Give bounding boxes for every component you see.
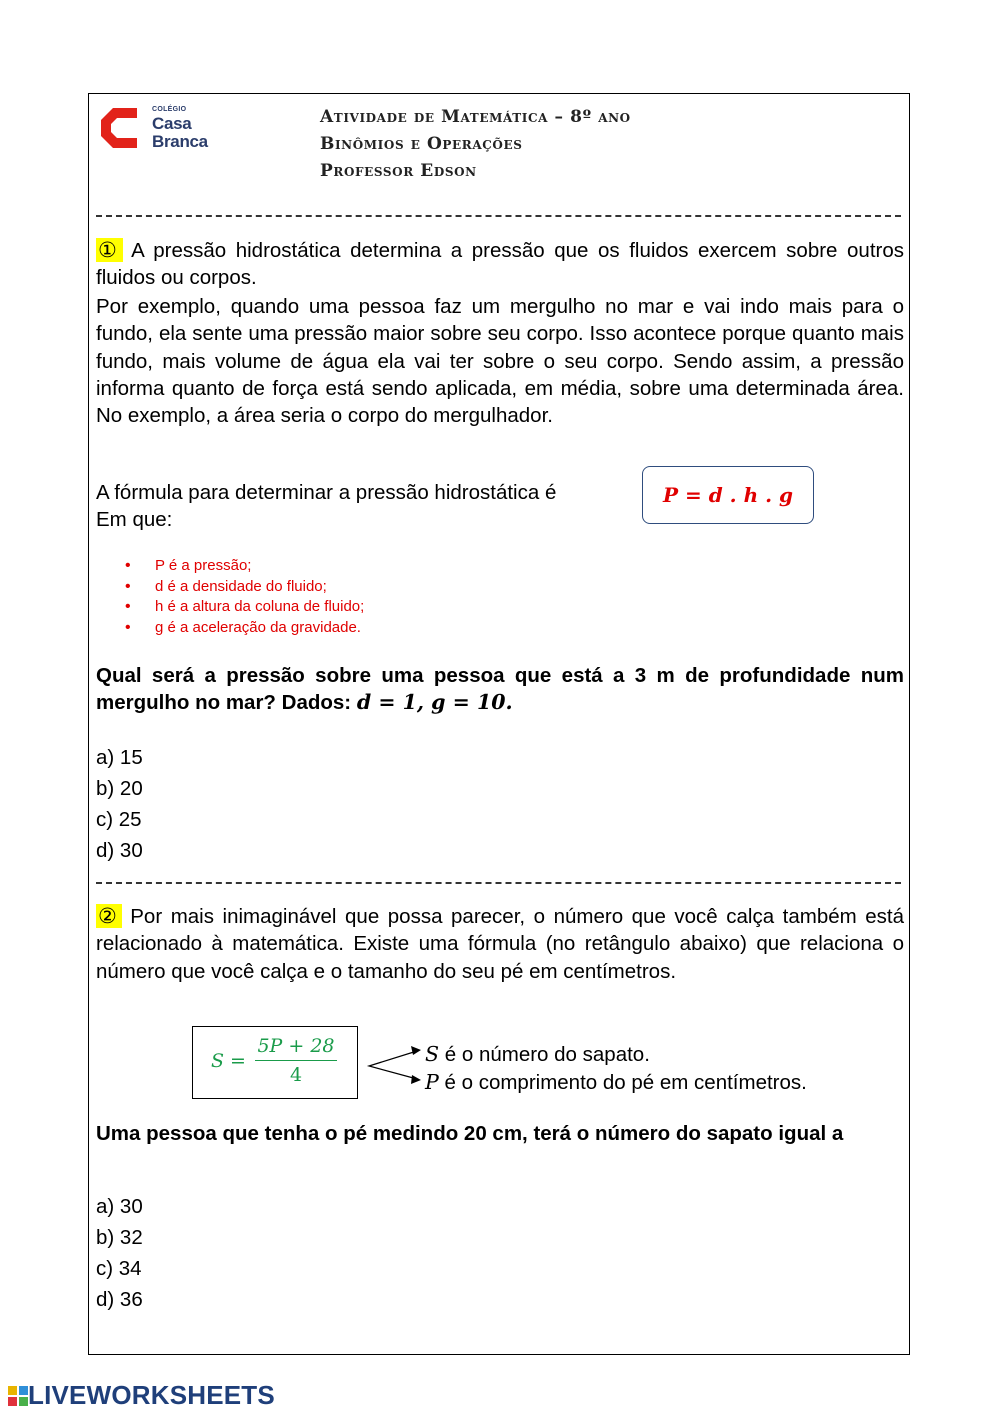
shoe-formula-lhs: S = [211,1050,246,1072]
q2-intro [96,903,904,985]
logo-word-branca: Branca [152,132,208,151]
q1-body-text: Por exemplo, quando uma pessoa faz um mergulho no mar e vai indo mais para o fundo, ela sente uma pressão maior sobre seu corpo. Isso acontece porque quanto mais fundo, mais volume de água ela vai ter sobre o seu corpo. Sendo assim, a pressão informa quanto de força está sendo aplicada, em média, sobre uma determinada área. No exemplo, a área seria o corpo do mergulhador. [96,295,904,428]
q2-intro-text: Por mais inimaginável que possa parecer, o número que você calça também está relacionado à matemática. Existe uma fórmula (no retângulo abaixo) que relaciona o número que você calça e o tamanho do seu pé em centímetros. [96,905,905,983]
section-divider [96,215,901,217]
q1-option-d: d) 30 [96,839,143,862]
pressure-formula-box: P = d . h . g [642,466,814,524]
shoe-formula-box [192,1026,358,1099]
q1-em-que: Em que: [96,508,173,531]
q1-option-a: a) 15 [96,746,143,769]
definition-item: • h é a altura da coluna de fluido; [125,597,364,618]
s-definition-text: é o número do sapato. [444,1043,650,1066]
q1-definitions-list [125,556,364,638]
q1-formula-intro: A fórmula para determinar a pressão hidrostática é [96,481,557,504]
fraction-bar [255,1060,337,1061]
s-definition [425,1040,650,1069]
worksheet-page [88,93,910,1355]
definition-item: • d é a densidade do fluido; [125,577,364,598]
p-variable: P [425,1070,439,1094]
header-teacher: Professor Edson [320,161,477,181]
q1-intro-text: A pressão hidrostática determina a pressão que os fluidos exercem sobre outros fluidos ou corpos. [96,239,904,290]
definition-item: • g é a aceleração da gravidade. [125,618,364,639]
q1-number-badge: ① [98,238,121,262]
q2-option-c: c) 34 [96,1257,142,1280]
q1-question-text: Qual será a pressão sobre uma pessoa que está a 3 m de profundidade num mergulho no mar? Dados: [96,664,904,715]
liveworksheets-brand: LIVEWORKSHEETS [28,1380,275,1410]
school-logo [97,100,227,156]
shoe-formula-numerator: 5P + 28 [257,1035,335,1057]
logo-small-text: COLÉGIO [152,106,187,113]
q1-option-b: b) 20 [96,777,143,800]
s-variable: S [425,1042,440,1066]
q1-question-data: d = 1, g = 10. [356,690,513,715]
logo-c-icon [97,102,145,154]
section-divider [96,882,901,884]
q1-option-c: c) 25 [96,808,142,831]
q2-number-badge: ② [98,904,120,928]
q1-intro [96,237,904,292]
logo-word-casa: Casa [152,114,192,133]
liveworksheets-logo [8,1380,275,1411]
q2-option-d: d) 36 [96,1288,143,1311]
q1-question [96,662,904,717]
p-definition-text: é o comprimento do pé em centímetros. [444,1071,807,1094]
shoe-formula-denominator: 4 [289,1064,303,1086]
q2-option-b: b) 32 [96,1226,143,1249]
header-subtitle: Binômios e Operações [320,134,523,154]
shoe-formula-fraction [251,1033,341,1088]
definition-item: • P é a pressão; [125,556,364,577]
header-title: Atividade de Matemática – 8º ano [320,107,631,127]
arrows-icon [365,1044,425,1088]
liveworksheets-icon [8,1386,28,1406]
q2-option-a: a) 30 [96,1195,143,1218]
q2-question: Uma pessoa que tenha o pé medindo 20 cm, terá o número do sapato igual a [96,1122,844,1145]
p-definition [425,1068,807,1097]
